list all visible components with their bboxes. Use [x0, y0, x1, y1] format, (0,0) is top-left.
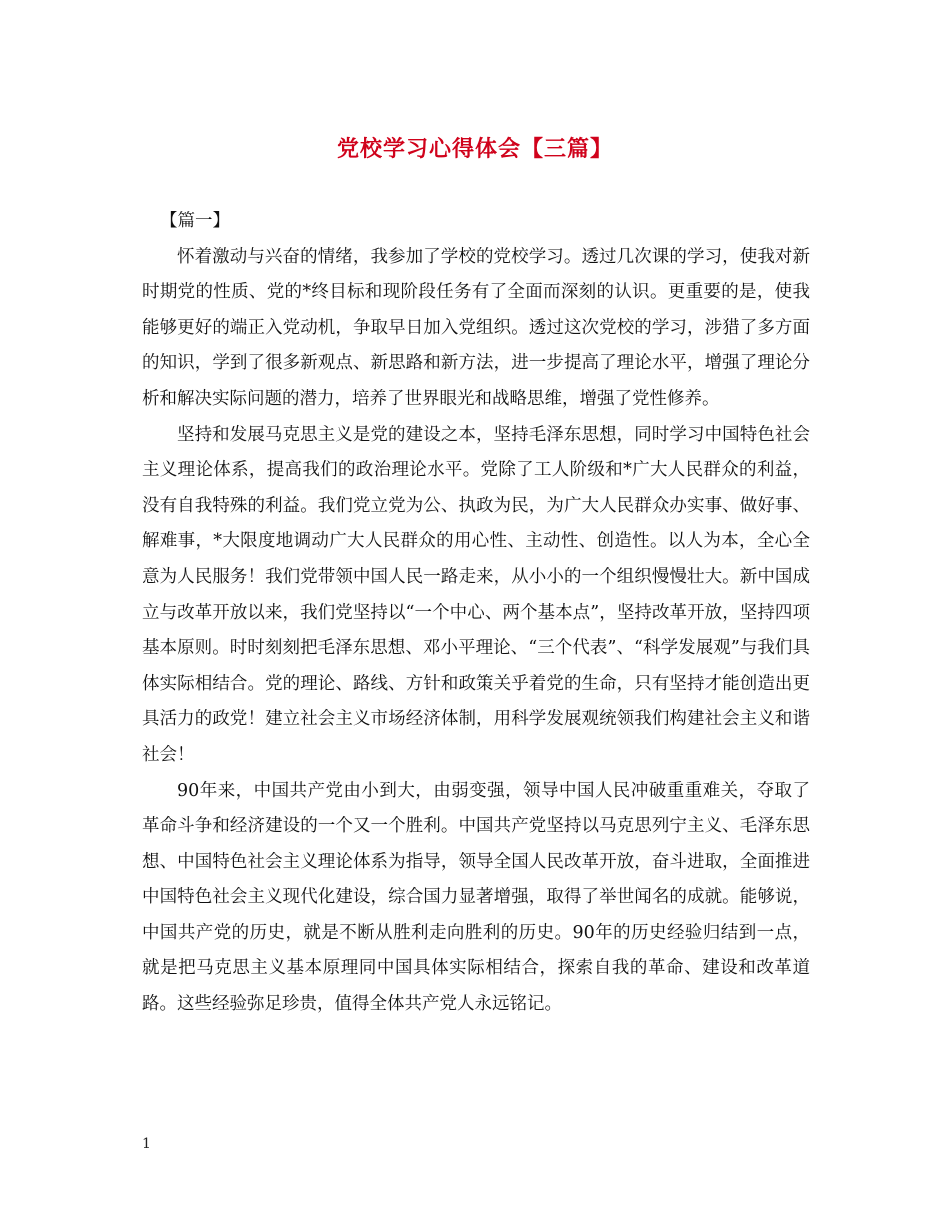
document-body — [142, 204, 810, 1023]
paragraph-3: 90年来，中国共产党由小到大，由弱变强，领导中国人民冲破重重难关，夺取了革命斗争和经济建设的一个又一个胜利。中国共产党坚持以马克思列宁主义、毛泽东思想、中国特色社会主义理论体系为指导，领导全国人民改革开放，奋斗进取，全面推进中国特色社会主义现代化建设，综合国力显著增强，取得了举世闻名的成就。能够说，中国共产党的历史，就是不断从胜利走向胜利的历史。90年的历史经验归结到一点，就是把马克思主义基本原理同中国具体实际相结合，探索自我的革命、建设和改革道路。这些经验弥足珍贵，值得全体共产党人永远铭记。 — [142, 780, 810, 1015]
section-label: 【篇一】 — [160, 211, 230, 231]
document-title: 党校学习心得体会【三篇】 — [336, 136, 613, 162]
paragraph-1: 怀着激动与兴奋的情绪，我参加了学校的党校学习。透过几次课的学习，使我对新时期党的性质、党的*终目标和现阶段任务有了全面而深刻的认识。更重要的是，使我能够更好的端正入党动机，争取早日加入党组织。透过这次党校的学习，涉猎了多方面的知识，学到了很多新观点、新思路和新方法，进一步提高了理论水平，增强了理论分析和解决实际问题的潜力，培养了世界眼光和战略思维，增强了党性修养。 — [142, 246, 810, 409]
paragraph-2: 坚持和发展马克思主义是党的建设之本，坚持毛泽东思想，同时学习中国特色社会主义理论体系，提高我们的政治理论水平。党除了工人阶级和*广大人民群众的利益，没有自我特殊的利益。我们党立党为公、执政为民，为广大人民群众办实事、做好事、解难事，*大限度地调动广大人民群众的用心性、主动性、创造性。以人为本，全心全意为人民服务！我们党带领中国人民一路走来，从小小的一个组织慢慢壮大。新中国成立与改革开放以来，我们党坚持以“一个中心、两个基本点”，坚持改革开放，坚持四项基本原则。时时刻刻把毛泽东思想、邓小平理论、“三个代表”、“科学发展观”与我们具体实际相结合。党的理论、路线、方针和政策关乎着党的生命，只有坚持才能创造出更具活力的政党！建立社会主义市场经济体制，用科学发展观统领我们构建社会主义和谐社会！ — [142, 424, 810, 765]
page-number: 1 — [142, 1136, 151, 1152]
